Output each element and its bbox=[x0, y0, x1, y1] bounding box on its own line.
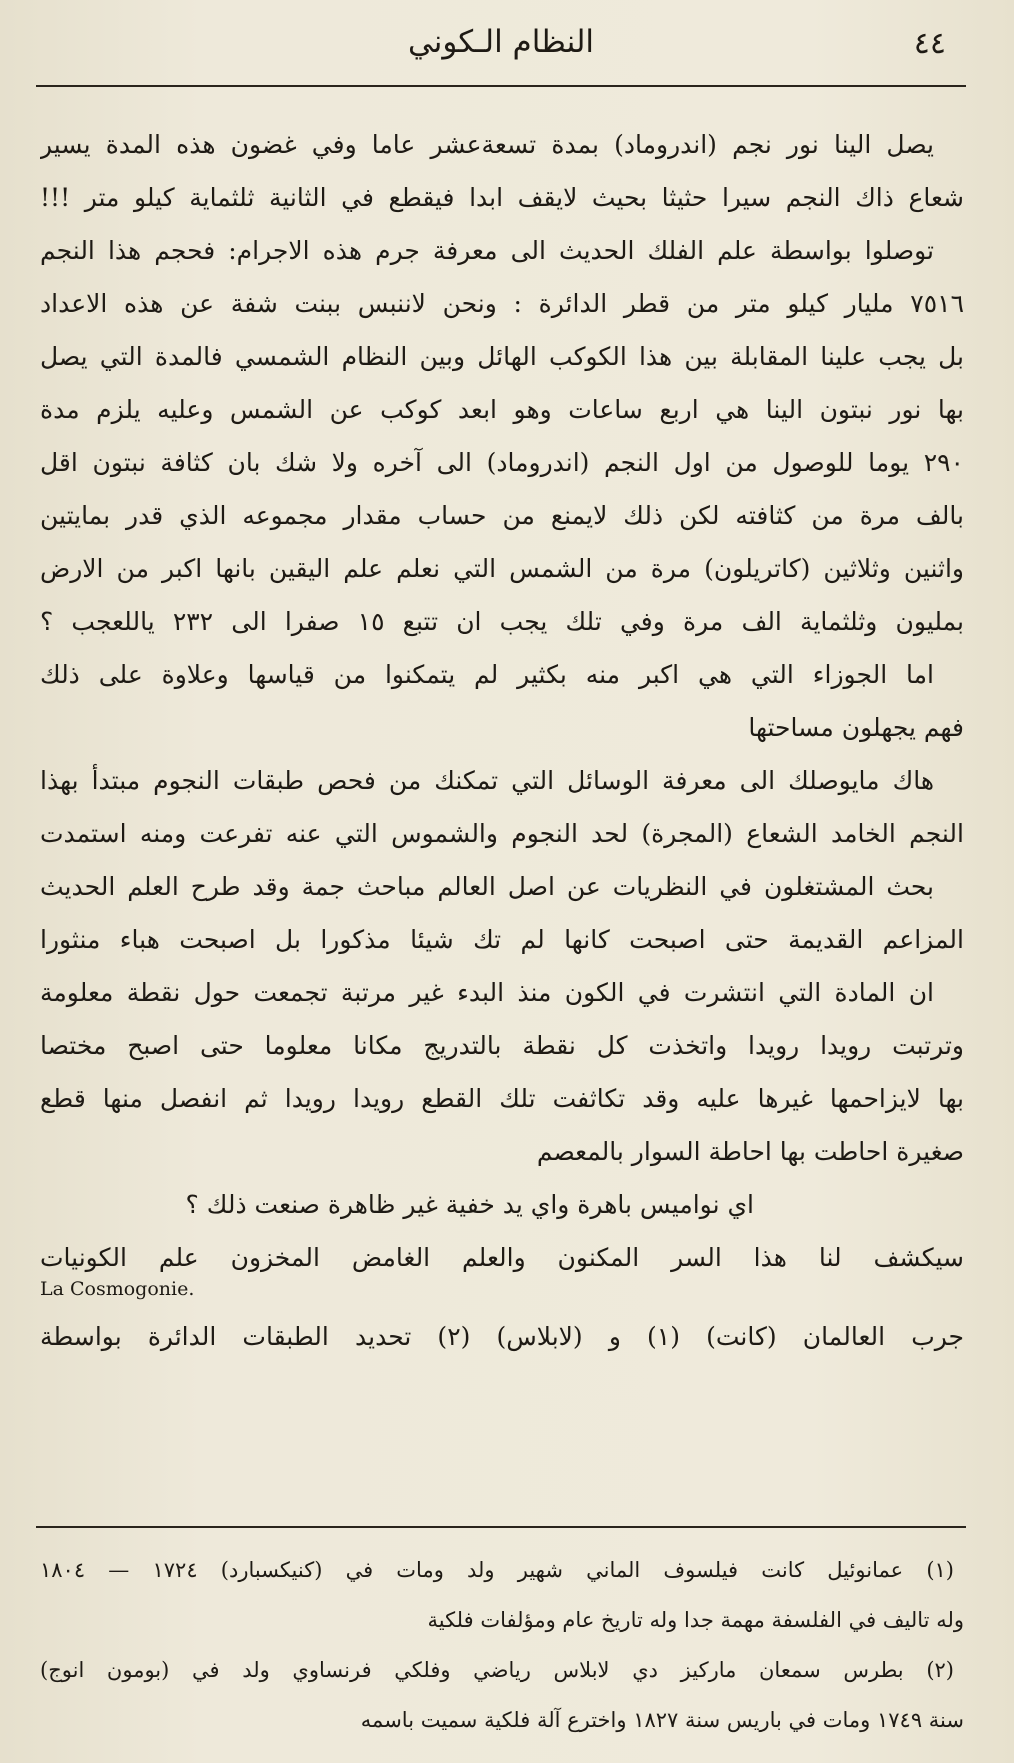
text-line: بحث المشتغلون في النظريات عن اصل العالم مباحث جمة وقد طرح العلم الحديث bbox=[40, 872, 934, 901]
page-header bbox=[36, 22, 966, 72]
footnote-line: سنة ١٧٤٩ ومات في باريس سنة ١٨٢٧ واخترع آلة فلكية سميت باسمه bbox=[360, 1708, 964, 1732]
text-line: بل يجب علينا المقابلة بين هذا الكوكب الهائل وبين النظام الشمسي فالمدة التي يصل bbox=[40, 342, 964, 371]
text-line: توصلوا بواسطة علم الفلك الحديث الى معرفة جرم هذه الاجرام: فحجم هذا النجم bbox=[40, 236, 934, 265]
text-line: يصل الينا نور نجم (اندروماد) بمدة تسعةعشر عاما وفي غضون هذه المدة يسير bbox=[40, 130, 934, 159]
text-line: ان المادة التي انتشرت في الكون منذ البدء غير مرتبة تجمعت حول نقطة معلومة bbox=[40, 978, 934, 1007]
text-line: ٧٥١٦ مليار كيلو متر من قطر الدائرة : ونحن لاننبس ببنت شفة عن هذه الاعداد bbox=[40, 289, 964, 318]
text-line: صغيرة احاطت بها احاطة السوار بالمعصم bbox=[536, 1137, 964, 1166]
text-line: هاك مايوصلك الى معرفة الوسائل التي تمكنك من فحص طبقات النجوم مبتدأ بهذا bbox=[40, 766, 934, 795]
footnotes bbox=[40, 1545, 964, 1745]
text-line: جرب العالمان (كانت) (١) و (لابلاس) (٢) تحديد الطبقات الدائرة بواسطة bbox=[40, 1322, 964, 1351]
text-line: بها نور نبتون الينا هي اربع ساعات وهو ابعد كوكب عن الشمس وعليه يلزم مدة bbox=[40, 395, 964, 424]
text-line: المزاعم القديمة حتى اصبحت كانها لم تك شيئا مذكورا بل اصبحت هباء منثورا bbox=[40, 925, 964, 954]
footnote-line: وله تاليف في الفلسفة مهمة جدا وله تاريخ عام ومؤلفات فلكية bbox=[427, 1608, 964, 1632]
running-title: النظام الـكوني bbox=[407, 24, 595, 60]
latin-term-note: La Cosmogonie. bbox=[40, 1278, 195, 1300]
footnote-rule bbox=[36, 1526, 966, 1528]
body-text bbox=[40, 118, 964, 1363]
header-rule bbox=[36, 85, 966, 87]
text-line: بالف مرة من كثافته لكن ذلك لايمنع من حساب مقدار مجموعه الذي قدر بمايتين bbox=[40, 501, 964, 530]
page-number: ٤٤ bbox=[913, 26, 946, 61]
text-line: اما الجوزاء التي هي اكبر منه بكثير لم يتمكنوا من قياسها وعلاوة على ذلك bbox=[40, 660, 934, 689]
text-line: بمليون وثلثماية الف مرة وفي تلك يجب ان تتبع ١٥ صفرا الى ٢٣٢ ياللعجب ؟ bbox=[40, 607, 964, 636]
text-line: ٢٩٠ يوما للوصول من اول النجم (اندروماد) الى آخره ولا شك بان كثافة نبتون اقل bbox=[40, 448, 964, 477]
footnote-line: (٢) بطرس سمعان ماركيز دي لابلاس رياضي وفلكي فرنساوي ولد في (بومون انوج) bbox=[40, 1658, 954, 1682]
text-line: اي نواميس باهرة واي يد خفية غير ظاهرة صنعت ذلك ؟ bbox=[185, 1190, 754, 1219]
text-line: النجم الخامد الشعاع (المجرة) لحد النجوم والشموس التي عنه تفرعت ومنه استمدت bbox=[40, 819, 964, 848]
text-line: واثنين وثلاثين (كاتريلون) مرة من الشمس التي نعلم علم اليقين بانها اكبر من الارض bbox=[40, 554, 964, 583]
text-line: بها لايزاحمها غيرها عليه وقد تكاثفت تلك القطع رويدا رويدا ثم انفصل منها قطع bbox=[40, 1084, 964, 1113]
text-line: وترتبت رويدا رويدا واتخذت كل نقطة بالتدريج مكانا معلوما حتى اصبح مختصا bbox=[40, 1031, 964, 1060]
text-line: فهم يجهلون مساحتها bbox=[748, 713, 964, 742]
footnote-line: (١) عمانوئيل كانت فيلسوف الماني شهير ولد ومات في (كنيكسبارد) ١٧٢٤ — ١٨٠٤ bbox=[40, 1558, 954, 1582]
text-line: شعاع ذاك النجم سيرا حثيثا بحيث لايقف ابدا فيقطع في الثانية ثلثماية كيلو متر !!! bbox=[40, 183, 964, 212]
text-line: سيكشف لنا هذا السر المكنون والعلم الغامض المخزون علم الكونيات bbox=[40, 1243, 964, 1272]
